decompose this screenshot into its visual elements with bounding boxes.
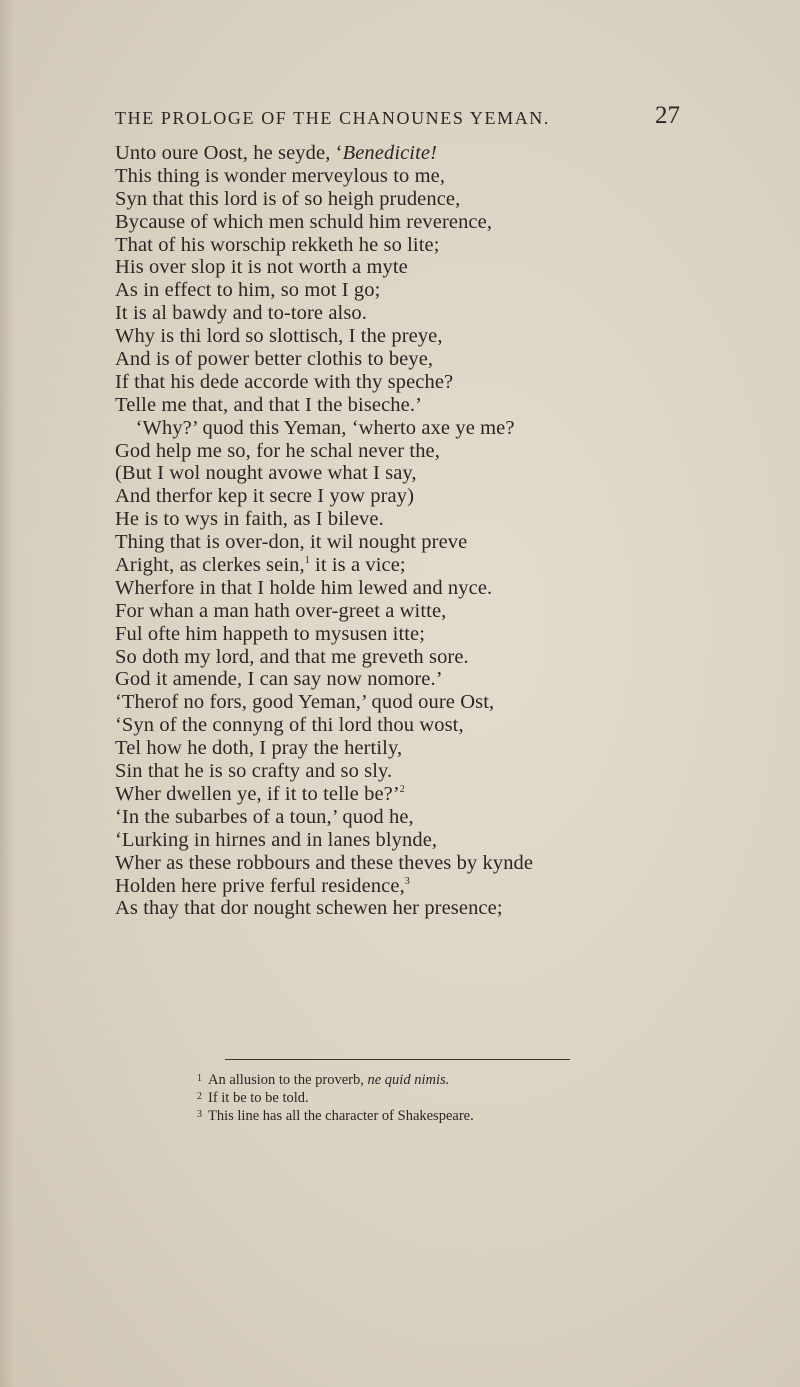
page-number: 27 bbox=[655, 102, 680, 129]
verse-text: He is to wys in faith, as I bileve. bbox=[115, 508, 384, 531]
verse-text: Wherfore in that I holde him lewed and nyce. bbox=[115, 576, 493, 599]
verse-text: Thing that is over-don, it wil nought preve bbox=[115, 531, 468, 554]
verse-text: God it amende, I can say now nomore.’ bbox=[115, 668, 443, 691]
verse-text: This thing is wonder merveylous to me, bbox=[115, 164, 446, 187]
verse-line bbox=[115, 783, 785, 806]
verse-line bbox=[115, 165, 785, 188]
verse-text: Why is thi lord so slottisch, I the preye, bbox=[115, 325, 443, 348]
running-head bbox=[115, 103, 680, 133]
verse-text: Unto oure Oost, he seyde, ‘ bbox=[115, 142, 343, 164]
verse-line bbox=[115, 714, 785, 737]
spine-shadow bbox=[0, 0, 14, 1387]
footnote bbox=[197, 1070, 717, 1088]
verse-line bbox=[115, 394, 785, 417]
verse-line bbox=[115, 806, 785, 829]
verse-text: Wher dwellen ye, if it to telle be?’ bbox=[115, 782, 400, 805]
running-title: THE PROLOGE OF THE CHANOUNES YEMAN. bbox=[115, 108, 551, 128]
verse-text: That of his worschip rekketh he so lite; bbox=[115, 233, 440, 256]
verse-italic-text: Benedicite! bbox=[342, 142, 438, 164]
verse-text: As in effect to him, so mot I go; bbox=[115, 279, 381, 302]
verse-line bbox=[115, 417, 785, 440]
verse-text: Bycause of which men schuld him reverence, bbox=[115, 210, 493, 233]
verse-line bbox=[115, 256, 785, 279]
verse-line bbox=[115, 623, 785, 646]
footnote-text: This line has all the character of Shakespeare. bbox=[208, 1108, 474, 1124]
footnote-text: An allusion to the proverb, bbox=[208, 1072, 368, 1088]
verse-line bbox=[115, 897, 785, 920]
verse-line bbox=[115, 302, 785, 325]
verse-line bbox=[115, 508, 785, 531]
verse-line bbox=[115, 829, 785, 852]
verse-line bbox=[115, 348, 785, 371]
footnote-number: 3 bbox=[197, 1109, 202, 1120]
verse-line bbox=[115, 600, 785, 623]
verse-line bbox=[115, 211, 785, 234]
verse-text: ‘Why?’ quod this Yeman, ‘wherto axe ye me? bbox=[115, 416, 515, 439]
verse-text: (But I wol nought avowe what I say, bbox=[115, 462, 417, 485]
verse-text: His over slop it is not worth a myte bbox=[115, 256, 408, 279]
verse-line bbox=[115, 668, 785, 691]
verse-line bbox=[115, 325, 785, 348]
verse-text: Tel how he doth, I pray the hertily, bbox=[115, 737, 403, 760]
verse-text: So doth my lord, and that me greveth sore. bbox=[115, 645, 469, 668]
verse-line bbox=[115, 371, 785, 394]
verse-line bbox=[115, 531, 785, 554]
verse-block bbox=[115, 142, 785, 920]
footnote-rule bbox=[225, 1059, 570, 1060]
verse-text: ‘Lurking in hirnes and in lanes blynde, bbox=[115, 828, 438, 851]
verse-text: Telle me that, and that I the biseche.’ bbox=[115, 393, 422, 416]
footnotes bbox=[197, 1070, 717, 1124]
verse-text: And is of power better clothis to beye, bbox=[115, 348, 434, 371]
verse-text: Aright, as clerkes sein, bbox=[115, 554, 305, 577]
verse-text: Holden here prive ferful residence, bbox=[115, 874, 405, 897]
verse-text: Ful ofte him happeth to mysusen itte; bbox=[115, 622, 426, 645]
footnote-marker: 1 bbox=[304, 555, 310, 567]
verse-text: And therfor kep it secre I yow pray) bbox=[115, 485, 415, 508]
footnote bbox=[197, 1106, 717, 1124]
footnote-marker: 2 bbox=[399, 784, 405, 796]
verse-text: For whan a man hath over-greet a witte, bbox=[115, 599, 447, 622]
verse-line bbox=[115, 852, 785, 875]
verse-text: ‘Therof no fors, good Yeman,’ quod oure Ost, bbox=[115, 691, 495, 714]
verse-line bbox=[115, 554, 785, 577]
verse-line bbox=[115, 577, 785, 600]
verse-text: As thay that dor nought schewen her presence; bbox=[115, 897, 503, 920]
verse-text: Sin that he is so crafty and so sly. bbox=[115, 760, 393, 783]
footnote-number: 2 bbox=[197, 1091, 202, 1102]
footnote-marker: 3 bbox=[404, 875, 410, 887]
verse-line bbox=[115, 440, 785, 463]
verse-text: If that his dede accorde with thy speche? bbox=[115, 370, 454, 393]
verse-text: ‘Syn of the connyng of thi lord thou wost, bbox=[115, 714, 464, 737]
verse-line bbox=[115, 234, 785, 257]
verse-text: It is al bawdy and to-tore also. bbox=[115, 302, 367, 325]
verse-text: Syn that this lord is of so heigh prudence, bbox=[115, 187, 461, 210]
verse-text: ‘In the subarbes of a toun,’ quod he, bbox=[115, 805, 414, 828]
verse-text: Wher as these robbours and these theves by kynde bbox=[115, 851, 534, 874]
verse-line bbox=[115, 188, 785, 211]
verse-line bbox=[115, 485, 785, 508]
verse-line bbox=[115, 646, 785, 669]
footnote bbox=[197, 1088, 717, 1106]
verse-line bbox=[115, 142, 785, 165]
verse-text: God help me so, for he schal never the, bbox=[115, 439, 440, 462]
verse-text-continued: it is a vice; bbox=[309, 554, 406, 577]
footnote-number: 1 bbox=[197, 1073, 202, 1084]
footnote-italic-text: ne quid nimis. bbox=[367, 1072, 450, 1088]
verse-line bbox=[115, 875, 785, 898]
footnote-text: If it be to be told. bbox=[208, 1090, 309, 1106]
verse-line bbox=[115, 462, 785, 485]
verse-line bbox=[115, 279, 785, 302]
verse-line bbox=[115, 760, 785, 783]
verse-line bbox=[115, 737, 785, 760]
verse-line bbox=[115, 691, 785, 714]
